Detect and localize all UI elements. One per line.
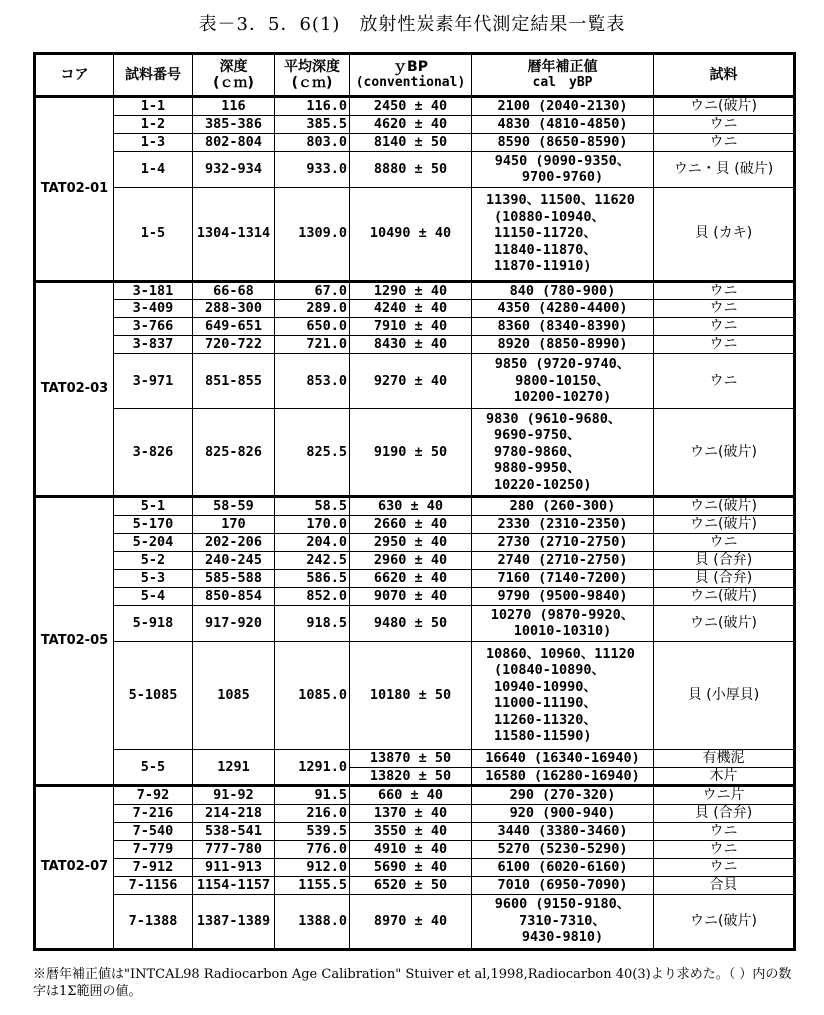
- ybp: 9070 ± 40: [350, 587, 472, 605]
- ybp: 660 ± 40: [350, 786, 472, 805]
- calibrated-age: [472, 533, 654, 551]
- sample-number: 7-540: [114, 822, 193, 840]
- calibrated-age: [472, 336, 654, 354]
- material: ウニ: [654, 840, 795, 858]
- ybp: 9270 ± 40: [350, 354, 472, 409]
- sample-number: 3-826: [114, 409, 193, 497]
- ybp: 7910 ± 40: [350, 318, 472, 336]
- header-ybp: ｙBP (conventional): [350, 54, 472, 97]
- depth: 1085: [193, 641, 275, 749]
- calibrated-age: [472, 587, 654, 605]
- calibrated-line: 2730 (2710-2750): [497, 533, 628, 550]
- material: ウニ: [654, 822, 795, 840]
- material: ウニ(破片): [654, 605, 795, 641]
- calibrated-line: 9700-9760): [521, 169, 604, 185]
- mean-depth: 1388.0: [275, 894, 350, 949]
- core-group: [35, 786, 795, 950]
- table-row: [35, 749, 795, 767]
- material: ウニ: [654, 281, 795, 300]
- calibrated-line: 16640 (16340-16940): [485, 749, 640, 766]
- mean-depth: 803.0: [275, 133, 350, 151]
- table-row: [35, 318, 795, 336]
- material: ウニ: [654, 318, 795, 336]
- calibrated-line: 11000-11190、: [494, 695, 597, 711]
- calibrated-age: [472, 497, 654, 516]
- table-row: [35, 409, 795, 497]
- mean-depth: 116.0: [275, 97, 350, 116]
- calibrated-line: (10840-10890、: [494, 662, 606, 678]
- calibrated-age: [472, 97, 654, 116]
- sample-number: 1-5: [114, 187, 193, 281]
- calibrated-age: [472, 187, 654, 281]
- calibrated-line: 8360 (8340-8390): [497, 318, 628, 335]
- calibrated-line: 11580-11590): [494, 728, 592, 744]
- calibrated-age: [472, 569, 654, 587]
- calibrated-line: 11260-11320、: [494, 711, 597, 728]
- calibrated-age: [472, 876, 654, 894]
- calibrated-line: 9690-9750、: [494, 427, 581, 444]
- calibrated-line: 9880-9950、: [494, 460, 581, 477]
- sample-number: 5-170: [114, 515, 193, 533]
- sample-number: 3-766: [114, 318, 193, 336]
- material: ウニ: [654, 115, 795, 133]
- calibrated-line: 9780-9860、: [494, 443, 581, 460]
- ybp: 8880 ± 50: [350, 151, 472, 187]
- mean-depth: 242.5: [275, 551, 350, 569]
- table-row: [35, 858, 795, 876]
- calibrated-line: 7160 (7140-7200): [497, 569, 628, 586]
- calibrated-age: [472, 515, 654, 533]
- depth: 58-59: [193, 497, 275, 516]
- sample-number: 7-779: [114, 840, 193, 858]
- material: ウニ片: [654, 786, 795, 805]
- calibrated-age: [472, 767, 654, 786]
- core-group: [35, 497, 795, 786]
- calibrated-age: [472, 281, 654, 300]
- calibrated-line: 2100 (2040-2130): [497, 98, 628, 114]
- material: ウニ(破片): [654, 515, 795, 533]
- calibrated-line: 9450 (9090-9350、: [494, 152, 631, 169]
- depth: 66-68: [193, 281, 275, 300]
- calibrated-age: [472, 858, 654, 876]
- depth: 202-206: [193, 533, 275, 551]
- ybp: 2660 ± 40: [350, 515, 472, 533]
- depth: 214-218: [193, 804, 275, 822]
- depth: 720-722: [193, 336, 275, 354]
- table-row: [35, 97, 795, 116]
- depth: 385-386: [193, 115, 275, 133]
- ybp: 8970 ± 40: [350, 894, 472, 949]
- material: ウニ・貝 (破片): [654, 151, 795, 187]
- calibrated-age: [472, 151, 654, 187]
- calibrated-line: 8920 (8850-8990): [497, 336, 628, 353]
- mean-depth: 58.5: [275, 497, 350, 516]
- mean-depth: 852.0: [275, 587, 350, 605]
- table-row: [35, 533, 795, 551]
- core-id: TAT02-01: [35, 97, 114, 282]
- table-row: [35, 569, 795, 587]
- calibrated-line: 10200-10270): [513, 389, 612, 406]
- depth: 288-300: [193, 300, 275, 318]
- mean-depth: 385.5: [275, 115, 350, 133]
- material: 貝 (カキ): [654, 187, 795, 281]
- material: ウニ: [654, 133, 795, 151]
- ybp: 8140 ± 50: [350, 133, 472, 151]
- calibrated-line: 10010-10310): [513, 623, 612, 639]
- header-material: 試料: [654, 54, 795, 97]
- mean-depth: 91.5: [275, 786, 350, 805]
- calibrated-line: 2740 (2710-2750): [497, 551, 628, 568]
- calibrated-age: [472, 894, 654, 949]
- mean-depth: 204.0: [275, 533, 350, 551]
- ybp: 4240 ± 40: [350, 300, 472, 318]
- ybp: 10490 ± 40: [350, 187, 472, 281]
- calibrated-age: [472, 551, 654, 569]
- sample-number: 7-92: [114, 786, 193, 805]
- depth: 585-588: [193, 569, 275, 587]
- ybp: 13870 ± 50: [350, 749, 472, 767]
- core-id: TAT02-07: [35, 786, 114, 950]
- mean-depth: 586.5: [275, 569, 350, 587]
- mean-depth: 825.5: [275, 409, 350, 497]
- material: ウニ: [654, 300, 795, 318]
- table-row: [35, 822, 795, 840]
- sample-number: 3-181: [114, 281, 193, 300]
- depth: 932-934: [193, 151, 275, 187]
- mean-depth: 1291.0: [275, 749, 350, 786]
- sample-number: 3-837: [114, 336, 193, 354]
- mean-depth: 289.0: [275, 300, 350, 318]
- table-row: [35, 876, 795, 894]
- calibrated-line: 10940-10990、: [494, 678, 597, 695]
- ybp: 2950 ± 40: [350, 533, 472, 551]
- sample-number: 7-216: [114, 804, 193, 822]
- calibrated-line: 4830 (4810-4850): [497, 115, 628, 132]
- calibrated-line: 840 (780-900): [509, 282, 616, 299]
- table-row: [35, 336, 795, 354]
- material: ウニ(破片): [654, 497, 795, 516]
- material: 貝 (小厚貝): [654, 641, 795, 749]
- material: ウニ: [654, 354, 795, 409]
- sample-number: 3-409: [114, 300, 193, 318]
- calibrated-line: 8590 (8650-8590): [497, 133, 628, 150]
- table-row: [35, 133, 795, 151]
- ybp: 5690 ± 40: [350, 858, 472, 876]
- depth: 850-854: [193, 587, 275, 605]
- mean-depth: 853.0: [275, 354, 350, 409]
- depth: 917-920: [193, 605, 275, 641]
- ybp: 10180 ± 50: [350, 641, 472, 749]
- ybp: 2450 ± 40: [350, 97, 472, 116]
- sample-number: 5-4: [114, 587, 193, 605]
- mean-depth: 1309.0: [275, 187, 350, 281]
- ybp: 8430 ± 40: [350, 336, 472, 354]
- material: ウニ: [654, 858, 795, 876]
- mean-depth: 918.5: [275, 605, 350, 641]
- footnote: ※暦年補正値は"INTCAL98 Radiocarbon Age Calibration" Stuiver et al,1998,Radiocarbon 40(3)より求めた。（ ）内の数字は1Σ範囲の値。: [33, 967, 792, 999]
- depth: 911-913: [193, 858, 275, 876]
- table-row: [35, 187, 795, 281]
- sample-number: 1-1: [114, 97, 193, 116]
- calibrated-line: 16580 (16280-16940): [485, 767, 640, 784]
- calibrated-line: (10880-10940、: [494, 208, 606, 225]
- calibrated-line: 9790 (9500-9840): [497, 587, 628, 604]
- sample-number: 7-912: [114, 858, 193, 876]
- material: ウニ(破片): [654, 587, 795, 605]
- header-core: コア: [35, 54, 114, 97]
- mean-depth: 650.0: [275, 318, 350, 336]
- table-title: 表－3．5．6(1) 放射性炭素年代測定結果一覧表: [198, 14, 626, 35]
- material: 有機泥: [654, 749, 795, 767]
- material: ウニ: [654, 336, 795, 354]
- material: 貝 (合弁): [654, 551, 795, 569]
- mean-depth: 912.0: [275, 858, 350, 876]
- header-sample-number: 試料番号: [114, 54, 193, 97]
- mean-depth: 1155.5: [275, 876, 350, 894]
- depth: 91-92: [193, 786, 275, 805]
- radiocarbon-results-table: [33, 52, 796, 951]
- table-row: [35, 281, 795, 300]
- sample-number: 1-4: [114, 151, 193, 187]
- depth: 538-541: [193, 822, 275, 840]
- core-id: TAT02-05: [35, 497, 114, 786]
- calibrated-line: 9430-9810): [521, 929, 604, 946]
- ybp: 4910 ± 40: [350, 840, 472, 858]
- calibrated-line: 5270 (5230-5290): [497, 840, 628, 857]
- table-row: [35, 641, 795, 749]
- calibrated-age: [472, 115, 654, 133]
- ybp: 1370 ± 40: [350, 804, 472, 822]
- material: 木片: [654, 767, 795, 786]
- ybp: 6620 ± 40: [350, 569, 472, 587]
- calibrated-line: 10270 (9870-9920、: [490, 606, 635, 623]
- mean-depth: 776.0: [275, 840, 350, 858]
- calibrated-line: 9600 (9150-9180、: [494, 896, 631, 913]
- depth: 116: [193, 97, 275, 116]
- calibrated-age: [472, 300, 654, 318]
- calibrated-line: 6100 (6020-6160): [497, 858, 628, 875]
- ybp: 2960 ± 40: [350, 551, 472, 569]
- calibrated-line: 10220-10250): [494, 476, 592, 493]
- mean-depth: 933.0: [275, 151, 350, 187]
- calibrated-line: 7010 (6950-7090): [497, 876, 628, 893]
- mean-depth: 67.0: [275, 281, 350, 300]
- depth: 240-245: [193, 551, 275, 569]
- calibrated-age: [472, 822, 654, 840]
- sample-number: 5-204: [114, 533, 193, 551]
- depth: 1154-1157: [193, 876, 275, 894]
- ybp: 1290 ± 40: [350, 281, 472, 300]
- depth: 851-855: [193, 354, 275, 409]
- sample-number: 5-3: [114, 569, 193, 587]
- table-row: [35, 151, 795, 187]
- material: 貝 (合弁): [654, 569, 795, 587]
- depth: 1387-1389: [193, 894, 275, 949]
- mean-depth: 170.0: [275, 515, 350, 533]
- sample-number: 3-971: [114, 354, 193, 409]
- calibrated-line: 11840-11870、: [494, 241, 597, 258]
- depth: 170: [193, 515, 275, 533]
- depth: 1291: [193, 749, 275, 786]
- core-group: [35, 97, 795, 282]
- header-calibrated: 暦年補正値 cal yBP: [472, 54, 654, 97]
- mean-depth: 1085.0: [275, 641, 350, 749]
- calibrated-line: 11870-11910): [494, 258, 592, 275]
- calibrated-line: 290 (270-320): [509, 787, 616, 803]
- table-row: [35, 551, 795, 569]
- table-row: [35, 605, 795, 641]
- table-row: [35, 515, 795, 533]
- calibrated-age: [472, 409, 654, 497]
- material: 貝 (合弁): [654, 804, 795, 822]
- calibrated-line: 2330 (2310-2350): [497, 515, 628, 532]
- material: ウニ(破片): [654, 97, 795, 116]
- calibrated-line: 9800-10150、: [515, 372, 610, 389]
- calibrated-line: 9850 (9720-9740、: [494, 356, 631, 373]
- calibrated-age: [472, 840, 654, 858]
- ybp: 3550 ± 40: [350, 822, 472, 840]
- calibrated-line: 920 (900-940): [509, 804, 616, 821]
- material: ウニ(破片): [654, 409, 795, 497]
- depth: 802-804: [193, 133, 275, 151]
- sample-number: 5-1: [114, 497, 193, 516]
- ybp: 6520 ± 50: [350, 876, 472, 894]
- calibrated-age: [472, 641, 654, 749]
- core-group: [35, 281, 795, 497]
- ybp: 630 ± 40: [350, 497, 472, 516]
- material: ウニ: [654, 533, 795, 551]
- depth: 777-780: [193, 840, 275, 858]
- table-row: [35, 786, 795, 805]
- calibrated-line: 7310-7310、: [519, 912, 606, 929]
- sample-number: 1-2: [114, 115, 193, 133]
- header-mean-depth: 平均深度 (ｃｍ): [275, 54, 350, 97]
- table-row: [35, 354, 795, 409]
- calibrated-line: 11150-11720、: [494, 225, 597, 242]
- calibrated-age: [472, 605, 654, 641]
- mean-depth: 216.0: [275, 804, 350, 822]
- ybp: 13820 ± 50: [350, 767, 472, 786]
- depth: 1304-1314: [193, 187, 275, 281]
- sample-number: 5-1085: [114, 641, 193, 749]
- table-row: [35, 300, 795, 318]
- ybp: 9190 ± 50: [350, 409, 472, 497]
- ybp: 4620 ± 40: [350, 115, 472, 133]
- header-row: [35, 54, 795, 97]
- depth: 649-651: [193, 318, 275, 336]
- material: ウニ(破片): [654, 894, 795, 949]
- calibrated-age: [472, 318, 654, 336]
- sample-number: 7-1156: [114, 876, 193, 894]
- table-row: [35, 894, 795, 949]
- sample-number: 5-2: [114, 551, 193, 569]
- table-row: [35, 840, 795, 858]
- calibrated-line: 9830 (9610-9680、: [486, 410, 622, 427]
- table-row: [35, 115, 795, 133]
- calibrated-line: 11390、11500、11620: [486, 192, 635, 209]
- mean-depth: 721.0: [275, 336, 350, 354]
- calibrated-age: [472, 354, 654, 409]
- calibrated-line: 3440 (3380-3460): [497, 822, 628, 839]
- calibrated-age: [472, 786, 654, 805]
- sample-number: 7-1388: [114, 894, 193, 949]
- ybp: 9480 ± 50: [350, 605, 472, 641]
- calibrated-line: 10860、10960、11120: [486, 645, 635, 662]
- calibrated-age: [472, 133, 654, 151]
- table-row: [35, 587, 795, 605]
- header-depth: 深度 (ｃｍ): [193, 54, 275, 97]
- calibrated-line: 4350 (4280-4400): [497, 300, 628, 317]
- sample-number: 1-3: [114, 133, 193, 151]
- depth: 825-826: [193, 409, 275, 497]
- material: 合貝: [654, 876, 795, 894]
- sample-number: 5-5: [114, 749, 193, 786]
- sample-number: 5-918: [114, 605, 193, 641]
- mean-depth: 539.5: [275, 822, 350, 840]
- table-row: [35, 497, 795, 516]
- calibrated-age: [472, 749, 654, 767]
- calibrated-line: 280 (260-300): [509, 498, 616, 514]
- calibrated-age: [472, 804, 654, 822]
- core-id: TAT02-03: [35, 281, 114, 497]
- table-row: [35, 804, 795, 822]
